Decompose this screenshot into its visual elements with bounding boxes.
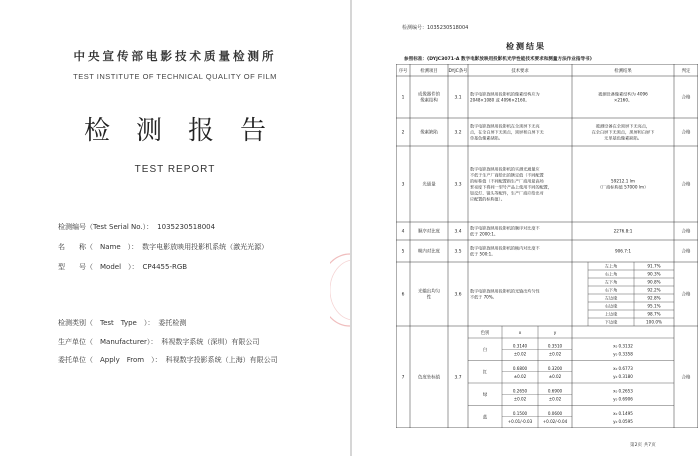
row-number: 1	[401, 95, 405, 101]
institute-name-cn: 中央宣传部电影技术质量检测所	[73, 49, 277, 63]
table-header-cell: 检测结果	[614, 69, 632, 74]
chroma-measured-x: x₀ 0.3132	[613, 343, 633, 349]
row-verdict: 合格	[681, 130, 691, 136]
row-result: 无单基色像素缺陷。	[604, 135, 642, 141]
reference-value: 《DYJC3071-A 数字电影放映用投影机光学性能技术要求和测量方法作业指导书》	[426, 57, 595, 62]
table-header-cell: DYJC条号	[448, 69, 468, 74]
row-number: 2	[401, 130, 405, 136]
chroma-measured-x: x₀ 0.6773	[613, 365, 633, 371]
row-item: 光通量	[422, 182, 436, 188]
row-item: 光输出均匀	[418, 289, 440, 295]
row-verdict: 合格	[681, 292, 691, 298]
field-test-type	[58, 318, 186, 328]
row-requirement: 数字电影放映用投影机的光输出均匀性	[470, 288, 540, 294]
uniformity-position: 左边缘	[604, 295, 618, 301]
row-verdict: 合格	[681, 229, 691, 235]
chroma-color: 绿	[482, 392, 488, 398]
table-header-cell: 检测项目	[420, 69, 438, 74]
chroma-y-tolerance: ±0.02	[548, 351, 562, 357]
row-item: 像素结构	[420, 98, 438, 104]
uniformity-position: 左上角	[604, 263, 618, 269]
chroma-x-tolerance: ±0.02	[513, 351, 527, 357]
row-requirement: 数字电影放映用投影机的像素结构应为	[470, 91, 540, 97]
row-clause: 3.5	[454, 249, 462, 255]
report-title-en: TEST REPORT	[134, 164, 216, 175]
row-item: 帧内对比度	[418, 249, 440, 255]
chroma-x: 0.2650	[512, 388, 528, 394]
chroma-header: x	[518, 331, 522, 336]
chroma-y-tolerance: ±0.02	[548, 396, 562, 402]
field-label: 名 称（ Name ）：	[58, 243, 139, 251]
row-requirement: 不低于 70%。	[470, 294, 497, 300]
row-requirement: 点，在全白屏下无黑点，黑屏和白屏下无	[470, 129, 544, 135]
results-table	[396, 64, 698, 428]
report-title-cn: 检测报告	[83, 116, 292, 146]
row-number: 4	[401, 229, 405, 235]
chroma-color: 蓝	[482, 415, 488, 421]
row-clause: 3.6	[454, 292, 462, 298]
chroma-x-tolerance: ±0.02	[513, 373, 527, 379]
results-table-svg	[396, 64, 698, 428]
row-result: 906.7:1	[614, 248, 632, 254]
field-value: 科视数字系统（深圳）有限公司	[161, 338, 260, 346]
uniformity-value: 91.7%	[647, 263, 661, 269]
chroma-x-tolerance: ±0.02	[513, 396, 527, 402]
row-requirement: 的标称值（不同配置指生产厂商用最高场	[470, 178, 544, 184]
row-requirement: 数字电影放映用投影机的顺序对比度不	[470, 225, 540, 231]
row-item: 成像器件的	[418, 92, 440, 98]
page-footer: 第2页 共7页	[630, 443, 656, 448]
chroma-measured-y: y₀ 0.3180	[613, 373, 633, 379]
chroma-y-tolerance: +0.02/-0.04	[542, 418, 568, 424]
row-verdict: 合格	[681, 375, 691, 381]
row-clause: 3.1	[454, 95, 462, 101]
reference-standard	[404, 56, 594, 62]
field-value: 1035230518004	[157, 223, 216, 231]
row-number: 3	[401, 182, 405, 188]
field-label: 检测类别（ Test Type ）：	[58, 319, 155, 327]
field-value: CP4455-RGB	[142, 263, 188, 271]
chroma-header: 色别	[480, 331, 490, 336]
field-label: 委托单位（ Apply From ）：	[58, 356, 162, 364]
row-requirement: 低于 2000:1。	[470, 231, 498, 237]
row-requirement: 单基色像素缺陷。	[470, 135, 503, 141]
uniformity-value: 98.7%	[647, 311, 661, 317]
field-name	[58, 242, 268, 252]
chroma-y: 0.6900	[547, 388, 563, 394]
chroma-x-tolerance: +0.01/-0.03	[507, 418, 533, 424]
row-requirement: 景亮度下将同一型号产品上使用不同的配置，	[470, 184, 552, 190]
table-header-cell: 判定	[681, 69, 691, 74]
row-result: 被测设备像素结构为 4096	[598, 91, 648, 97]
row-clause: 3.4	[454, 229, 462, 235]
field-value: 数字电影放映用投影机系统（激光光源）	[142, 243, 269, 251]
chroma-y: 0.3510	[547, 343, 563, 349]
chroma-x: 0.3140	[512, 343, 528, 349]
uniformity-value: 92.2%	[647, 287, 661, 293]
uniformity-position: 下边缘	[604, 319, 618, 325]
row-result: 在全白屏下无黑点，黑屏和白屏下	[591, 129, 655, 135]
serial-number: 检测编号：1035230518004	[402, 25, 469, 31]
chroma-x: 0.1500	[512, 410, 528, 416]
field-value: 科视数字投影系统（上海）有限公司	[165, 356, 278, 364]
uniformity-value: 90.8%	[647, 279, 661, 285]
row-requirement: 如反灯、镜头等配件，生产厂商应给出对	[470, 190, 544, 196]
chroma-measured-y: y₀ 0.6906	[613, 396, 633, 402]
chroma-x: 0.6800	[512, 365, 528, 371]
chroma-header: y	[553, 331, 557, 336]
chroma-y: 0.3200	[547, 365, 563, 371]
chroma-measured-y: y₀ 0.0595	[613, 418, 633, 424]
chroma-color: 白	[482, 347, 488, 353]
field-label: 型 号（ Model ）：	[58, 263, 139, 271]
field-value: 委托检测	[158, 319, 187, 327]
field-applicant	[58, 355, 278, 365]
row-requirement: 数字电影放映用投影机在全黑屏下无亮	[470, 123, 540, 129]
row-requirement: 不低于生产厂商给出的额定值（不同配置	[470, 172, 544, 178]
reference-label: 参照标准：	[404, 57, 427, 62]
row-requirement: 数字电影放映用投影机的帧内对比度不	[470, 245, 540, 251]
row-clause: 3.2	[454, 130, 462, 136]
uniformity-value: 92.8%	[647, 295, 661, 301]
row-item: 顺序对比度	[418, 229, 440, 235]
uniformity-position: 右边缘	[604, 303, 618, 309]
row-number: 7	[401, 375, 405, 381]
row-item: 色度坐标值	[418, 375, 440, 381]
uniformity-value: 95.1%	[647, 303, 661, 309]
field-label: 检测编号（Test Serial No.）：	[58, 223, 154, 231]
row-verdict: 合格	[681, 95, 691, 101]
row-number: 5	[401, 249, 405, 255]
row-requirement: 数字电影放映用投影机的实测光通量应	[470, 166, 540, 172]
table-header-cell: 序号	[398, 69, 408, 74]
uniformity-position: 右上角	[604, 271, 618, 277]
results-page	[352, 0, 700, 456]
row-requirement: 低于 500:1。	[470, 251, 496, 257]
row-result: ×2160。	[613, 97, 633, 103]
chroma-color: 红	[482, 370, 488, 376]
uniformity-position: 左下角	[604, 279, 618, 285]
institute-name-en: TEST INSTITUTE OF TECHNICAL QUALITY OF FILM	[73, 72, 277, 81]
chroma-measured-x: x₀ 0.2653	[613, 388, 633, 394]
row-clause: 3.3	[454, 182, 462, 188]
uniformity-position: 上边缘	[604, 311, 618, 317]
uniformity-value: 90.3%	[647, 271, 661, 277]
field-serial	[58, 222, 215, 232]
row-item: 像素缺陷	[420, 130, 438, 136]
field-label: 生产单位（ Manufacturer）：	[58, 338, 158, 346]
row-result: 被测设备在全黑屏下无亮点，	[595, 123, 651, 129]
table-header-cell: 技术要求	[511, 69, 529, 74]
row-verdict: 合格	[681, 182, 691, 188]
row-requirement: 2048×1080 或 4096×2160。	[470, 97, 530, 103]
uniformity-value: 100.0%	[646, 319, 662, 325]
chroma-y: 0.0600	[547, 410, 563, 416]
row-result: 2276.8:1	[613, 228, 633, 234]
row-result: 59212.1 lm	[611, 178, 635, 184]
row-result: （厂商标称值 57000 lm）	[597, 184, 649, 190]
row-requirement: 应配置的标称值）。	[470, 196, 505, 202]
field-model	[58, 262, 187, 272]
results-title: 检测结果	[506, 42, 546, 51]
chroma-measured-x: x₀ 0.1495	[613, 410, 633, 416]
uniformity-position: 右下角	[604, 287, 618, 293]
row-clause: 3.7	[454, 375, 462, 381]
row-item: 性	[426, 295, 432, 301]
row-verdict: 合格	[681, 249, 691, 255]
field-manufacturer	[58, 337, 259, 347]
chroma-y-tolerance: ±0.02	[548, 373, 562, 379]
row-number: 6	[401, 292, 405, 298]
chroma-measured-y: y₀ 0.3358	[613, 351, 633, 357]
